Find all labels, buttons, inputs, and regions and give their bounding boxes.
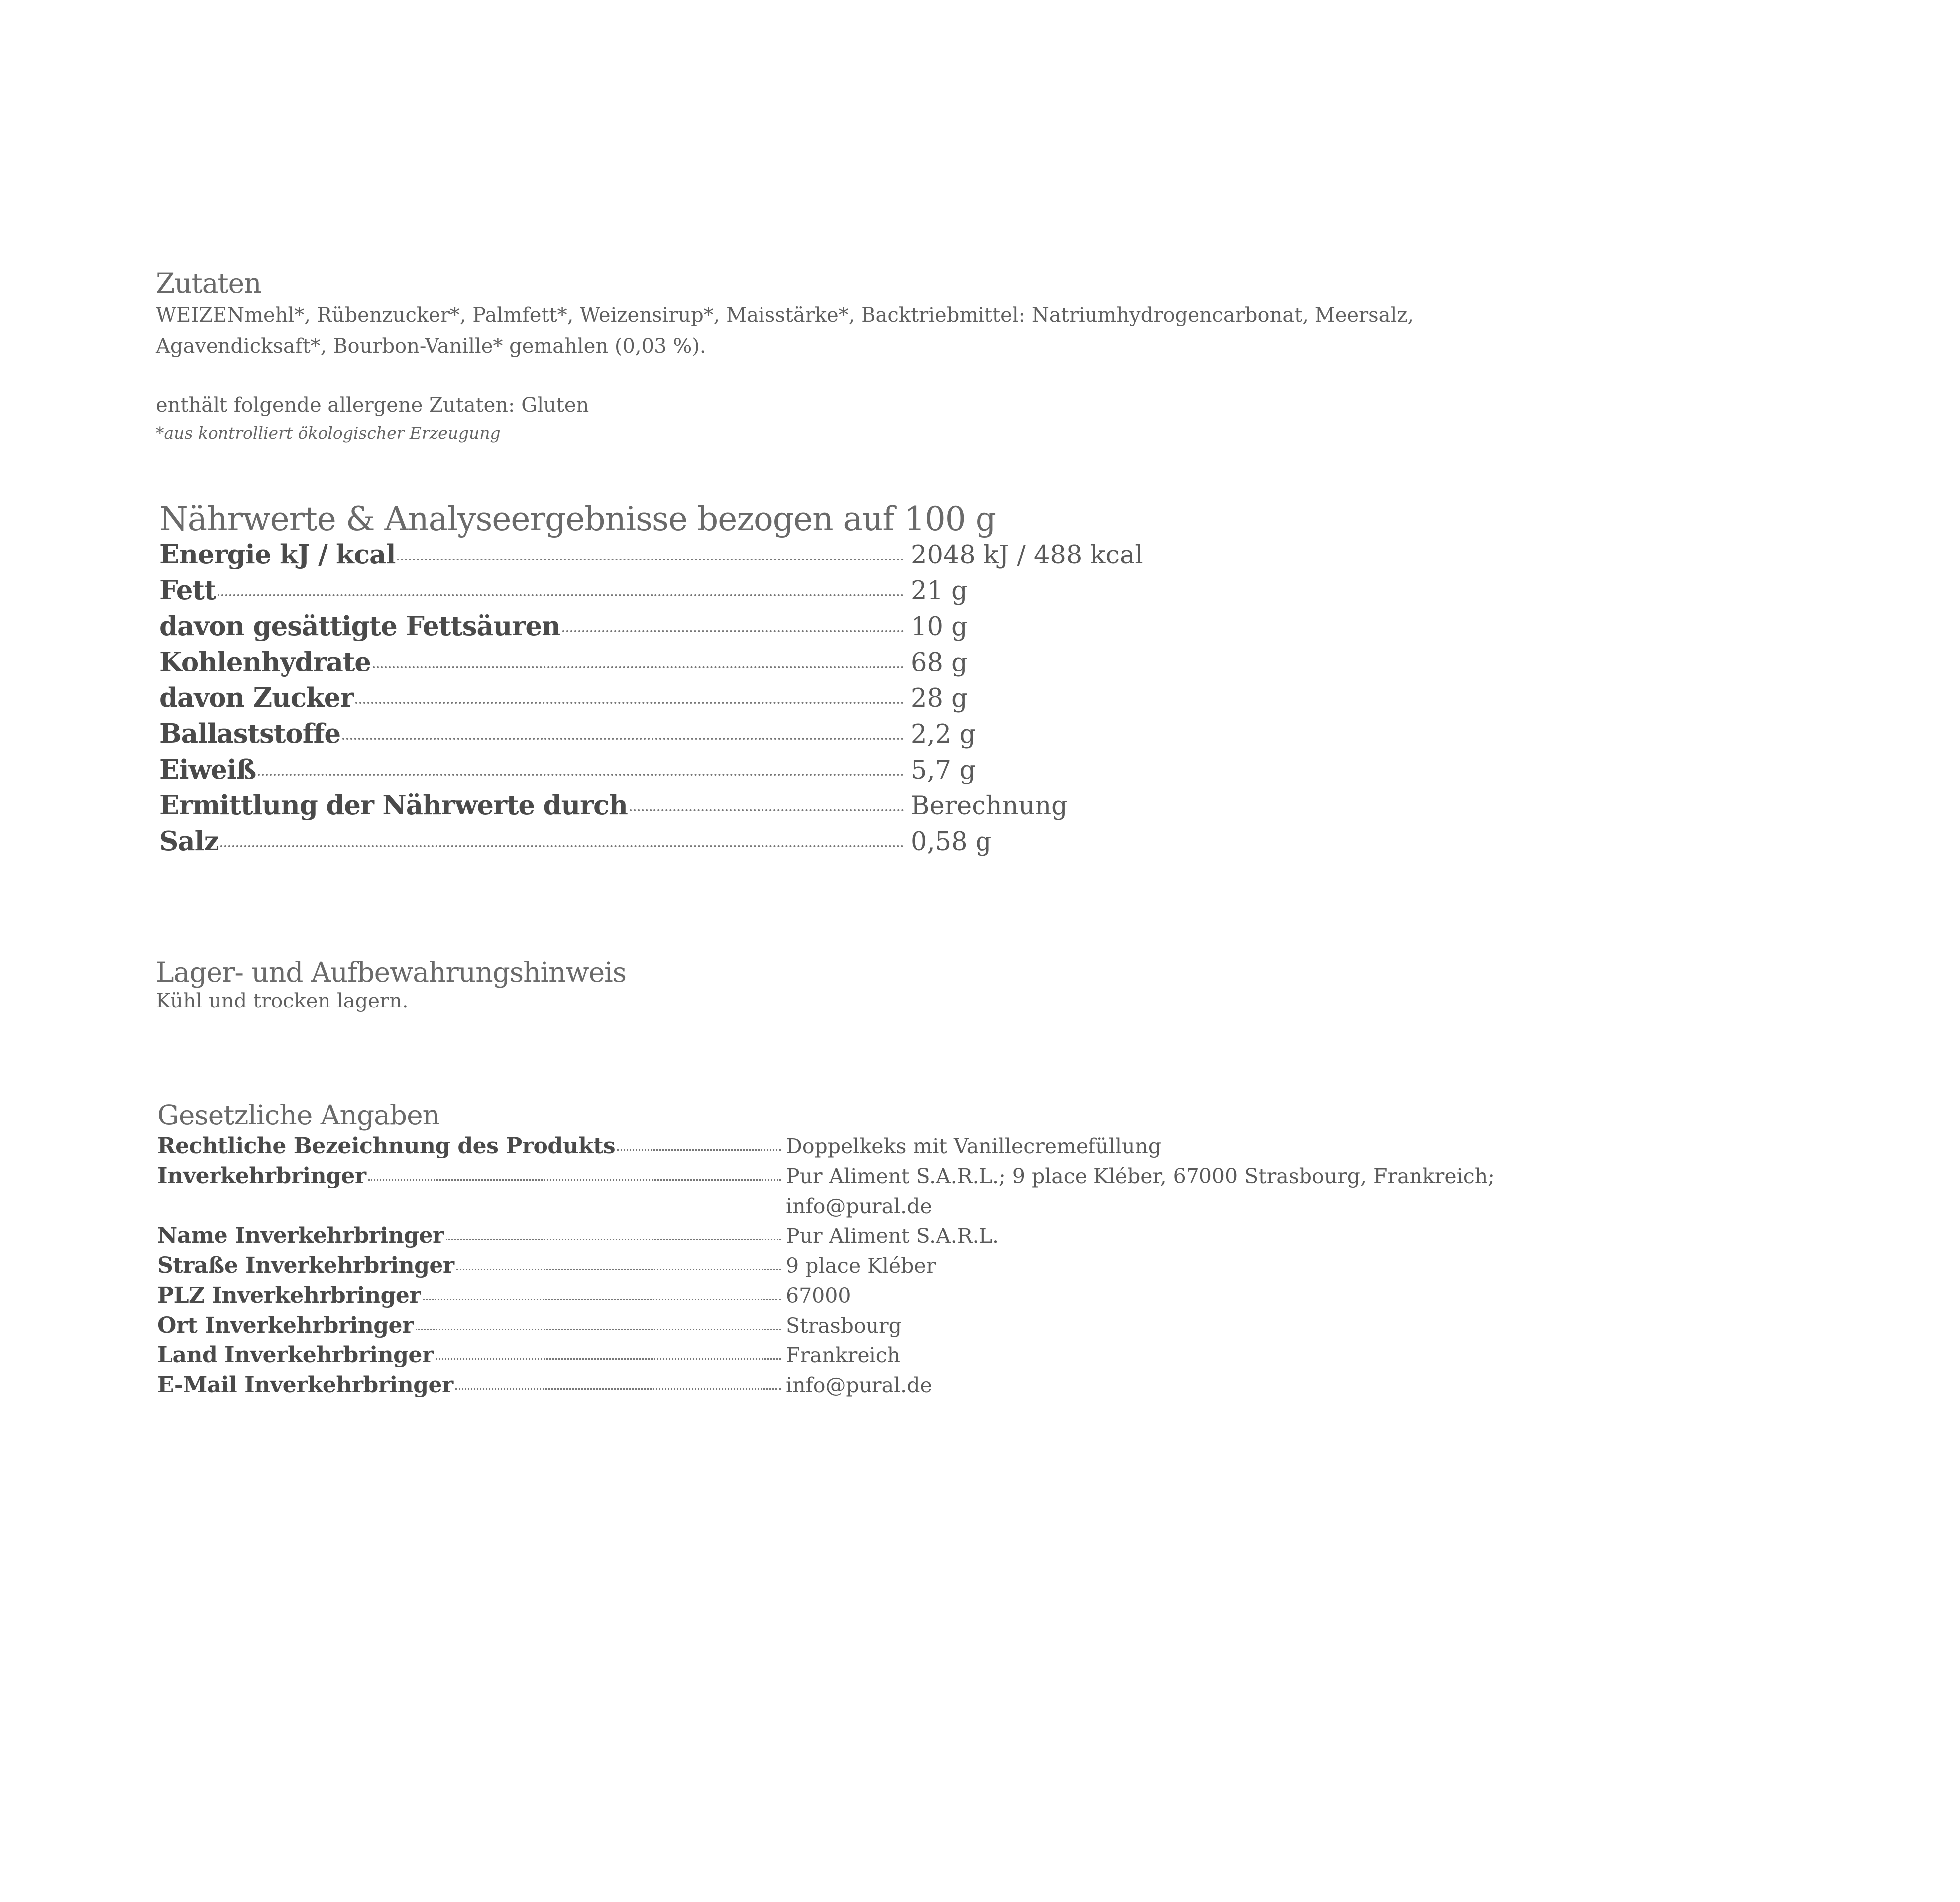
dot-leader	[423, 1299, 781, 1300]
nutrition-row-fett	[159, 575, 1143, 611]
legal-row-inverkehrbringer	[157, 1161, 1495, 1221]
nutrition-value: 68 g	[911, 648, 968, 677]
legal-row-strasse	[157, 1251, 1495, 1281]
nutrition-label: davon Zucker	[159, 682, 354, 713]
dot-leader	[456, 1269, 781, 1270]
legal-label: Land Inverkehrbringer	[157, 1343, 434, 1368]
dot-leader	[562, 630, 904, 632]
legal-label: E-Mail Inverkehrbringer	[157, 1372, 453, 1398]
nutrition-value: Berechnung	[911, 791, 1068, 821]
legal-row-land	[157, 1341, 1495, 1370]
dot-leader	[220, 845, 904, 847]
dot-leader	[218, 594, 904, 596]
nutrition-value: 10 g	[911, 612, 968, 642]
legal-value: Pur Aliment S.A.R.L.	[786, 1224, 999, 1248]
nutrition-value: 5,7 g	[911, 756, 976, 785]
legal-value: info@pural.de	[786, 1373, 932, 1397]
legal-value: Strasbourg	[786, 1314, 902, 1338]
dot-leader	[416, 1329, 781, 1330]
nutrition-label: Eiweiß	[159, 754, 256, 785]
nutrition-value: 0,58 g	[911, 827, 992, 857]
nutrition-heading: Nährwerte & Analyseergebnisse bezogen auf 100 g	[159, 500, 996, 538]
nutrition-value: 2,2 g	[911, 720, 976, 749]
nutrition-label: Salz	[159, 826, 218, 857]
dot-leader	[617, 1149, 781, 1151]
legal-value: 67000	[786, 1284, 851, 1308]
allergens-text: enthält folgende allergene Zutaten: Gluten	[156, 394, 589, 417]
legal-label: Inverkehrbringer	[157, 1163, 366, 1189]
legal-label: Straße Inverkehrbringer	[157, 1253, 454, 1278]
nutrition-value: 28 g	[911, 684, 968, 713]
storage-section	[156, 956, 626, 1013]
legal-heading: Gesetzliche Angaben	[157, 1099, 440, 1131]
dot-leader	[368, 1179, 781, 1181]
legal-row-name	[157, 1221, 1495, 1251]
nutrition-row-ermittlung	[159, 790, 1143, 826]
nutrition-label: davon gesättigte Fettsäuren	[159, 611, 560, 642]
legal-row-email	[157, 1370, 1495, 1400]
legal-value-block	[786, 1161, 1495, 1221]
organic-footnote: *aus kontrolliert ökologischer Erzeugung	[156, 423, 501, 443]
storage-heading: Lager- und Aufbewahrungshinweis	[156, 956, 626, 988]
legal-row-bezeichnung	[157, 1131, 1495, 1161]
nutrition-row-zucker	[159, 682, 1143, 718]
ingredients-line-2: Agavendicksaft*, Bourbon-Vanille* gemahlen (0,03 %).	[156, 335, 706, 358]
ingredients-line-1: WEIZENmehl*, Rübenzucker*, Palmfett*, Weizensirup*, Maisstärke*, Backtriebmittel: Natriumhydrogencarbonat, Meersalz,	[156, 304, 1414, 327]
ingredients-section	[156, 267, 1414, 445]
dot-leader	[455, 1388, 781, 1390]
legal-value: Pur Aliment S.A.R.L.; 9 place Kléber, 67000 Strasbourg, Frankreich;	[786, 1164, 1495, 1188]
nutrition-row-eiweiss	[159, 754, 1143, 790]
legal-label: Name Inverkehrbringer	[157, 1223, 444, 1248]
nutrition-table	[159, 539, 1143, 862]
nutrition-label: Ballaststoffe	[159, 718, 341, 749]
dot-leader	[446, 1239, 781, 1240]
nutrition-row-kohlenhydrate	[159, 647, 1143, 682]
legal-row-plz	[157, 1281, 1495, 1311]
nutrition-label: Energie kJ / kcal	[159, 539, 396, 570]
nutrition-label: Fett	[159, 575, 216, 606]
legal-label: Ort Inverkehrbringer	[157, 1313, 414, 1338]
dot-leader	[355, 702, 904, 704]
nutrition-label: Ermittlung der Nährwerte durch	[159, 790, 628, 821]
legal-label: Rechtliche Bezeichnung des Produkts	[157, 1133, 616, 1159]
legal-row-ort	[157, 1311, 1495, 1341]
nutrition-row-salz	[159, 826, 1143, 862]
dot-leader	[342, 738, 904, 740]
nutrition-section	[159, 499, 1143, 862]
nutrition-label: Kohlenhydrate	[159, 647, 371, 677]
legal-label: PLZ Inverkehrbringer	[157, 1283, 421, 1308]
dot-leader	[397, 559, 904, 560]
legal-table	[157, 1131, 1495, 1400]
ingredients-heading: Zutaten	[156, 267, 261, 299]
storage-text: Kühl und trocken lagern.	[156, 990, 409, 1012]
dot-leader	[436, 1358, 781, 1360]
nutrition-row-ballaststoffe	[159, 718, 1143, 754]
dot-leader	[258, 774, 904, 776]
legal-value: 9 place Kléber	[786, 1254, 936, 1278]
legal-value-email: info@pural.de	[786, 1194, 932, 1218]
dot-leader	[630, 809, 904, 811]
nutrition-value: 21 g	[911, 576, 968, 606]
legal-value: Doppelkeks mit Vanillecremefüllung	[786, 1134, 1162, 1158]
nutrition-value: 2048 kJ / 488 kcal	[911, 541, 1143, 570]
nutrition-row-energie	[159, 539, 1143, 575]
legal-section	[157, 1099, 1495, 1400]
nutrition-row-gesaettigte-fettsaeuren	[159, 611, 1143, 647]
dot-leader	[373, 666, 904, 668]
legal-value: Frankreich	[786, 1343, 901, 1367]
